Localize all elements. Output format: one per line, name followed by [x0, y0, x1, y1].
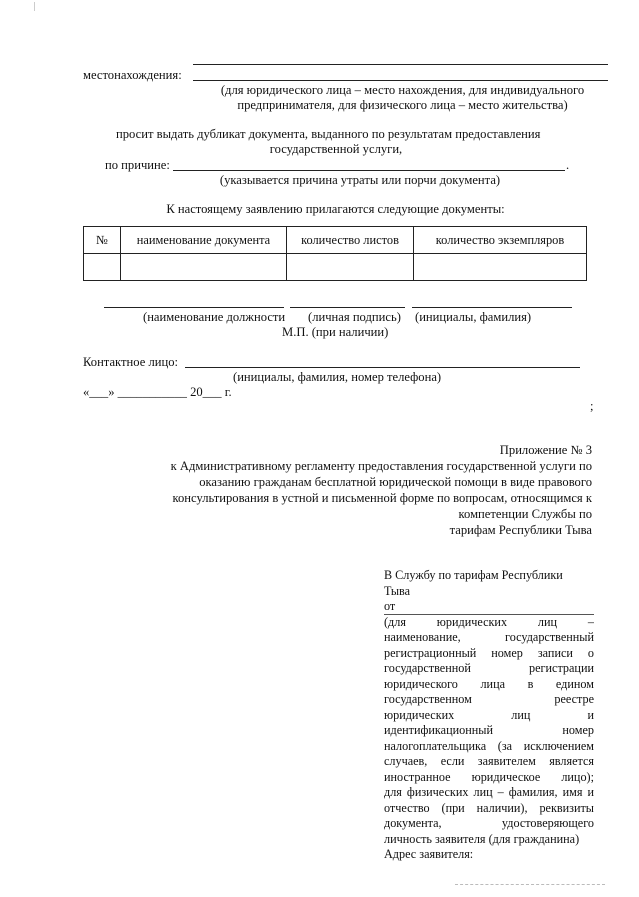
appendix-line-3: консультирования в устной и письменной форме по вопросам, относящимся к [172, 491, 592, 505]
location-line-2 [193, 80, 608, 81]
appendix-line-1: к Административному регламенту предоставления государственной услуги по [170, 459, 592, 473]
addressee-line-2: Тыва [384, 583, 411, 598]
from-label: от [384, 599, 594, 615]
request-line-1: просит выдать дубликат документа, выданного по результатам предоставления [116, 127, 541, 141]
month-blank[interactable]: ___________ [117, 385, 187, 399]
reason-hint: (указывается причина утраты или порчи документа) [219, 173, 501, 187]
addressee-hint-line: налогоплательщика (за исключением [384, 738, 594, 753]
stamp-label: М.П. (при наличии) [282, 325, 389, 339]
col-document-name: наименование документа [121, 227, 287, 254]
day-blank[interactable]: ___ [89, 385, 109, 399]
margin-mark [34, 2, 35, 11]
name-hint: (инициалы, фамилия) [415, 310, 532, 324]
location-label: местонахождения: [83, 68, 182, 82]
signature-line [290, 307, 405, 308]
attachments-intro: К настоящему заявлению прилагаются следующие документы: [166, 202, 505, 216]
year-blank[interactable]: ___ [202, 385, 222, 399]
table-cell[interactable] [414, 254, 587, 281]
addressee-hint-line: государственной регистрации [384, 661, 594, 675]
table-header-row [84, 227, 587, 254]
addressee-hint-line: случаев, если заявителем является [384, 754, 594, 768]
signature-hint: (личная подпись) [308, 310, 401, 324]
reason-line [173, 170, 565, 171]
addressee-hint-last: личность заявителя (для гражданина) [384, 831, 580, 846]
hint-top-rule [384, 614, 594, 615]
addressee-hint-line: юридических лиц и [384, 707, 594, 722]
addressee-hint-line: (для юридических лиц – [384, 614, 594, 629]
contact-hint: (инициалы, фамилия, номер телефона) [233, 370, 442, 384]
appendix-line-5: тарифам Республики Тыва [449, 523, 592, 537]
table-row [84, 254, 587, 281]
addressee-hint-line: иностранное юридическое лицо); [384, 769, 594, 784]
contact-line [185, 367, 580, 368]
addressee-hint-line: государственном реестре [384, 692, 594, 706]
appendix-title: Приложение № 3 [499, 443, 592, 457]
addressee-hint-line: идентификационный номер [384, 723, 594, 737]
year-prefix: 20 [190, 385, 203, 399]
addressee-hint-line: отчество (при наличии), реквизиты [384, 800, 594, 815]
location-hint-2: предпринимателя, для физического лица – место жительства) [237, 98, 568, 112]
appendix-line-2: оказанию гражданам бесплатной юридической помощи в виде правового [199, 475, 592, 489]
name-line [412, 307, 572, 308]
addressee-hint-line: регистрационный номер записи о [384, 645, 594, 660]
col-sheets: количество листов [287, 227, 414, 254]
table-cell[interactable] [84, 254, 121, 281]
addressee-hint-line: для физических лиц – фамилия, имя и [384, 785, 594, 799]
contact-label: Контактное лицо: [83, 355, 179, 369]
col-copies: количество экземпляров [414, 227, 587, 254]
addressee-hint-line: документа, удостоверяющего [384, 816, 594, 830]
date-open-quote: « [83, 385, 90, 399]
reason-label: по причине: [105, 158, 170, 172]
reason-end: . [566, 158, 570, 172]
date-close-quote: » [108, 385, 115, 399]
position-hint: (наименование должности [143, 310, 286, 324]
addressee-block [384, 568, 594, 863]
date-line [83, 385, 232, 400]
addressee-line-1: В Службу по тарифам Республики [384, 568, 563, 582]
col-number: № [84, 227, 121, 254]
position-line [104, 307, 284, 308]
location-hint-1: (для юридического лица – место нахождения, для индивидуального [220, 83, 585, 97]
location-line-1 [193, 64, 608, 65]
scan-artifact [455, 884, 605, 885]
addressee-hint-line: наименование, государственный [384, 630, 594, 644]
attachments-table [83, 226, 587, 281]
request-line-2: государственной услуги, [269, 142, 403, 156]
addressee-hint-line: юридического лица в едином [384, 676, 594, 691]
table-cell[interactable] [287, 254, 414, 281]
year-suffix: г. [224, 385, 232, 399]
address-label: Адрес заявителя: [384, 847, 474, 861]
appendix-line-4: компетенции Службы по [458, 507, 592, 521]
table-cell[interactable] [121, 254, 287, 281]
trailing-semicolon: ; [590, 399, 594, 413]
